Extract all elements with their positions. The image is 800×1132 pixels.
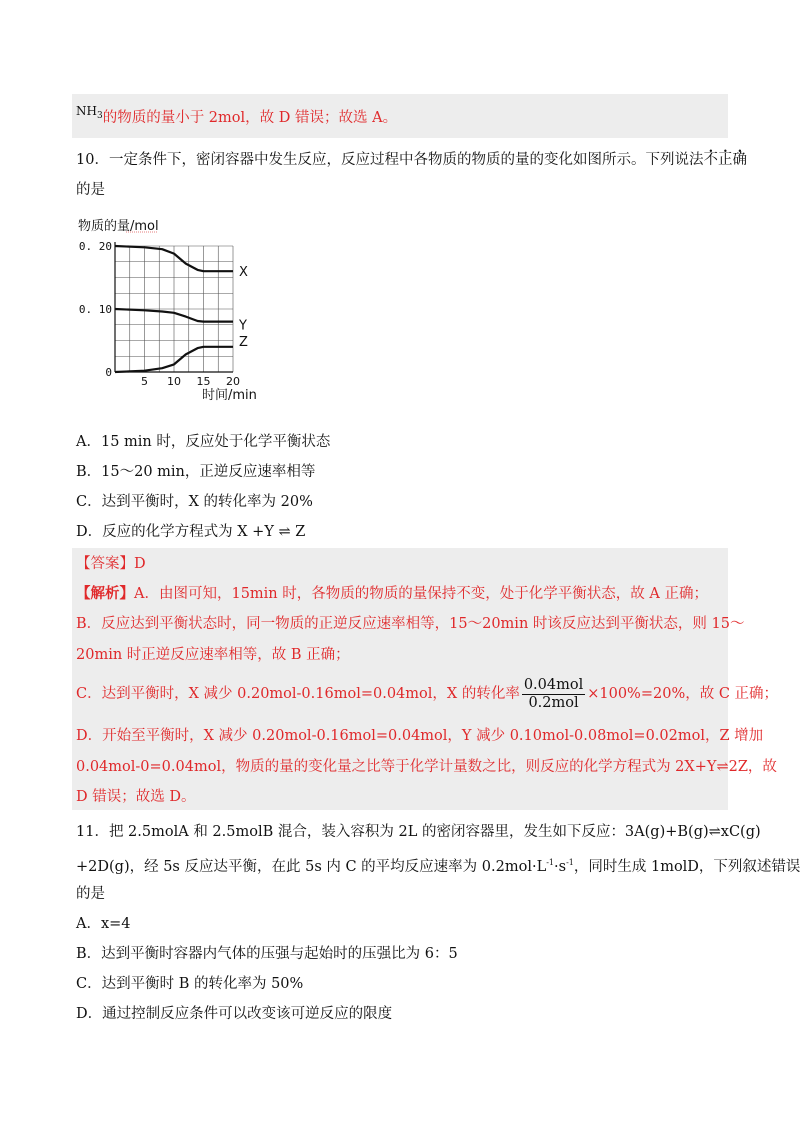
y-tick-label: 0. 10 [78, 303, 112, 316]
q10-stem-line1: 10．一定条件下，密闭容器中发生反应，反应过程中各物质的物质的量的变化如图所示。下列说法不正确 [76, 152, 747, 168]
nh3-formula: NH3 [76, 104, 103, 121]
series-label-x: X [239, 265, 248, 281]
chart-grid [115, 242, 233, 372]
x-tick-label: 10 [167, 375, 181, 388]
x-tick-label: 20 [226, 375, 240, 388]
x-tick-label: 15 [196, 375, 211, 388]
x-axis-label: 时间/min [202, 388, 257, 403]
q10-answer: 【答案】D [76, 556, 146, 572]
q11-option-a: A．x=4 [76, 916, 131, 932]
q10-option-b: B．15～20 min，正逆反应速率相等 [76, 464, 316, 480]
q10-option-a: A．15 min 时，反应处于化学平衡状态 [76, 434, 331, 450]
q10-analysis-d1: D．开始至平衡时，X 减少 0.20mol-0.16mol=0.04mol，Y 减少 0.10mol-0.08mol=0.02mol，Z 增加 [76, 728, 764, 744]
y-tick-label: 0. 20 [78, 240, 112, 253]
q11-stem-line3: 的是 [76, 886, 105, 902]
series-label-y: Y [239, 318, 247, 334]
q10-analysis-d2: 0.04mol-0=0.04mol，物质的量的变化量之比等于化学计量数之比，则反应的化学方程式为 2X+Y⇌2Z，故 [76, 759, 777, 775]
q11-option-d: D．通过控制反应条件可以改变该可逆反应的限度 [76, 1006, 393, 1022]
q10-analysis-c: C．达到平衡时，X 减少 0.20mol-0.16mol=0.04mol，X 的转化率 $\frac{\text{0.04mol}}{\text{0.2mol}}$ ×100%=20%，故 C 正确； [76, 676, 779, 711]
q11-option-c: C．达到平衡时 B 的转化率为 50% [76, 976, 304, 992]
q11-stem-line1: 11．把 2.5molA 和 2.5molB 混合，装入容积为 2L 的密闭容器里，发生如下反应：3A(g)+B(g)⇌xC(g) [76, 824, 761, 840]
conversion-fraction: $\frac{\text{0.04mol}}{\text{0.2mol}}$ [523, 676, 584, 711]
x-tick-labels [141, 375, 240, 388]
q10-analysis-b1: B．反应达到平衡状态时，同一物质的正逆反应速率相等，15～20min 时该反应达到平衡状态，则 15～ [76, 616, 745, 632]
emphasis-char: 确 [732, 152, 747, 168]
y-axis-label: 物质的量/mol [78, 219, 159, 234]
q10-analysis-d3: D 错误；故选 D。 [76, 789, 196, 805]
q10-analysis-a: 【解析】A．由图可知，15min 时，各物质的物质的量保持不变，处于化学平衡状态，故 A 正确； [76, 585, 708, 602]
q10-option-d: D．反应的化学方程式为 X +Y ⇌ Z [76, 524, 306, 540]
amount-time-chart [70, 212, 280, 412]
q10-option-c: C．达到平衡时，X 的转化率为 20% [76, 494, 313, 510]
q11-stem-line2: +2D(g)，经 5s 反应达平衡，在此 5s 内 C 的平均反应速率为 $0.2mol\cdot L^{-1}\cdot s^{-1}$，同时生成 1molD，下列叙述错误 [76, 858, 800, 875]
y-tick-label: 0 [105, 366, 112, 379]
q10-analysis-b2: 20min 时正逆反应速率相等，故 B 正确； [76, 647, 350, 663]
series-label-z: Z [239, 334, 248, 350]
prev-answer-line: $^{NH_3}$的物质的量小于 2mol，故 D 错误；故选 A。 [76, 104, 398, 126]
emphasis-char: 正 [717, 152, 733, 168]
q10-stem-line2: 的是 [76, 182, 105, 198]
x-tick-label: 5 [141, 375, 148, 388]
y-tick-labels [79, 240, 112, 379]
emphasis-char: 不 [703, 152, 718, 168]
series-labels [238, 265, 248, 350]
q11-option-b: B．达到平衡时容器内气体的压强与起始时的压强比为 6：5 [76, 946, 458, 962]
